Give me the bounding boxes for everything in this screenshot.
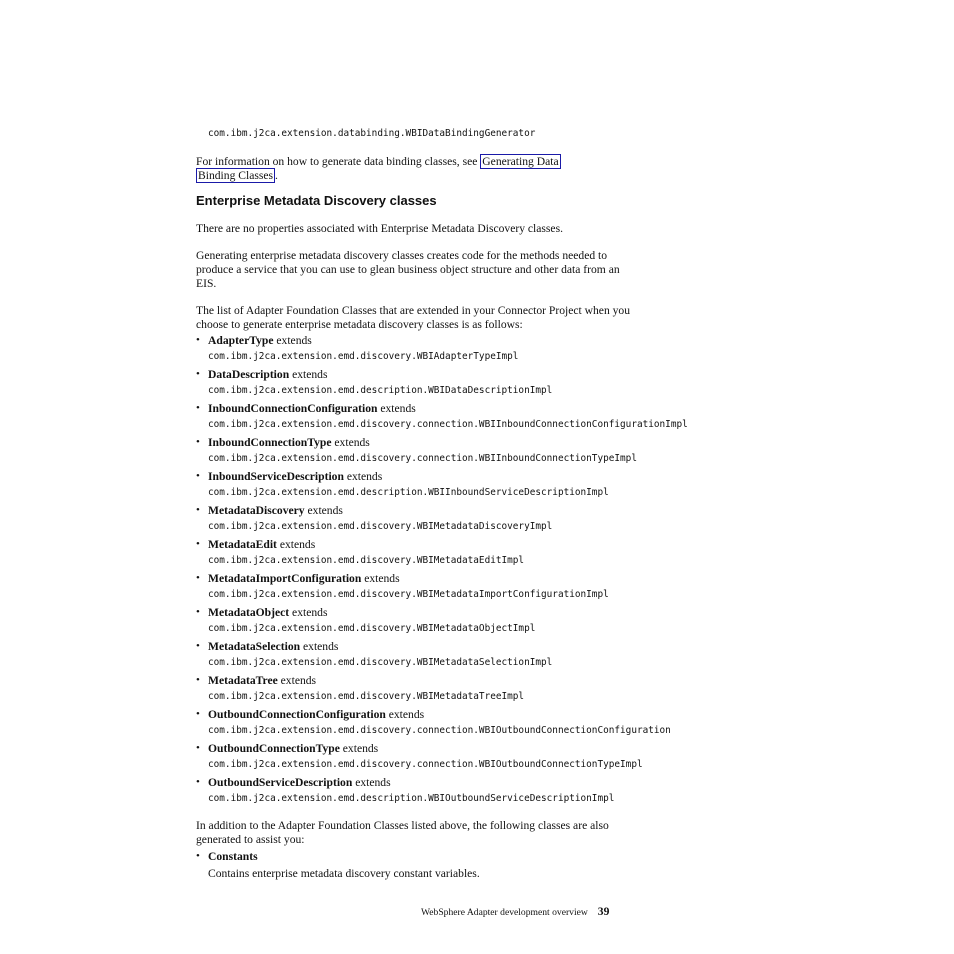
list-item bbox=[196, 640, 756, 674]
extends-word: extends bbox=[307, 504, 343, 517]
list-item bbox=[196, 368, 756, 402]
class-name: InboundServiceDescription bbox=[208, 470, 344, 483]
class-name: MetadataSelection bbox=[208, 640, 301, 653]
generating-emd-paragraph: Generating enterprise metadata discovery classes creates code for the methods needed to produce a service that you can use to glean business object structure and other data from an EIS. bbox=[196, 249, 620, 290]
extends-word: extends bbox=[303, 640, 339, 653]
generating-data-binding-link-part2[interactable]: Binding Classes bbox=[198, 169, 274, 182]
bullet: • bbox=[196, 402, 200, 414]
extends-word: extends bbox=[388, 708, 425, 721]
data-binding-info-paragraph bbox=[196, 155, 636, 183]
list-item bbox=[196, 776, 756, 810]
class-entry bbox=[208, 368, 327, 381]
list-item bbox=[196, 674, 756, 708]
implementation-class: com.ibm.j2ca.extension.emd.description.WBIOutboundServiceDescriptionImpl bbox=[208, 793, 615, 804]
bullet: • bbox=[196, 572, 200, 584]
extends-word: extends bbox=[342, 742, 379, 755]
additional-classes-paragraph: In addition to the Adapter Foundation Classes listed above, the following classes are also generated to assist you: bbox=[196, 819, 609, 846]
bullet: • bbox=[196, 708, 200, 720]
bullet: • bbox=[196, 776, 200, 788]
class-entry bbox=[208, 334, 312, 347]
class-entry bbox=[208, 674, 316, 687]
implementation-class: com.ibm.j2ca.extension.emd.discovery.connection.WBIOutboundConnectionTypeImpl bbox=[208, 759, 643, 770]
footer-title: WebSphere Adapter development overview bbox=[421, 907, 588, 918]
implementation-class: com.ibm.j2ca.extension.emd.discovery.WBIMetadataEditImpl bbox=[208, 555, 525, 566]
foundation-classes-intro-paragraph: The list of Adapter Foundation Classes that are extended in your Connector Project when you choose to generate enterprise metadata discovery classes is as follows: bbox=[196, 304, 631, 331]
class-name: MetadataEdit bbox=[208, 538, 277, 551]
page-footer bbox=[421, 900, 609, 919]
bullet: • bbox=[196, 742, 200, 754]
bullet: • bbox=[196, 538, 200, 550]
class-name: InboundConnectionType bbox=[208, 436, 332, 449]
constants-class-name: Constants bbox=[208, 850, 258, 863]
class-entry bbox=[208, 742, 378, 755]
class-name: DataDescription bbox=[208, 368, 290, 381]
class-entry bbox=[208, 538, 315, 551]
bullet: • bbox=[196, 504, 200, 516]
list-item bbox=[196, 436, 756, 470]
extends-word: extends bbox=[380, 402, 416, 415]
list-item bbox=[196, 402, 756, 436]
implementation-class: com.ibm.j2ca.extension.emd.discovery.connection.WBIInboundConnectionConfigurationImpl bbox=[208, 419, 688, 430]
bullet: • bbox=[196, 436, 200, 448]
class-name: OutboundConnectionType bbox=[208, 742, 340, 755]
implementation-class: com.ibm.j2ca.extension.emd.description.WBIInboundServiceDescriptionImpl bbox=[208, 487, 609, 498]
class-entry bbox=[208, 708, 424, 721]
section-heading: Enterprise Metadata Discovery classes bbox=[196, 193, 437, 208]
implementation-class: com.ibm.j2ca.extension.emd.description.WBIDataDescriptionImpl bbox=[208, 385, 553, 396]
class-entry bbox=[208, 640, 338, 653]
class-entry bbox=[208, 470, 382, 483]
extends-word: extends bbox=[276, 334, 312, 347]
list-item bbox=[196, 572, 756, 606]
list-item bbox=[196, 470, 756, 504]
class-name: OutboundServiceDescription bbox=[208, 776, 353, 789]
implementation-class: com.ibm.j2ca.extension.emd.discovery.WBIMetadataImportConfigurationImpl bbox=[208, 589, 609, 600]
bullet: • bbox=[196, 334, 200, 346]
implementation-class: com.ibm.j2ca.extension.emd.discovery.connection.WBIInboundConnectionTypeImpl bbox=[208, 453, 637, 464]
constants-description: Contains enterprise metadata discovery constant variables. bbox=[208, 867, 480, 880]
page-number: 39 bbox=[597, 905, 610, 918]
class-name: MetadataObject bbox=[208, 606, 290, 619]
class-name: MetadataDiscovery bbox=[208, 504, 305, 517]
implementation-class: com.ibm.j2ca.extension.emd.discovery.WBIMetadataTreeImpl bbox=[208, 691, 525, 702]
class-entry bbox=[208, 436, 370, 449]
class-name: InboundConnectionConfiguration bbox=[208, 402, 378, 415]
class-entry bbox=[208, 402, 416, 415]
list-item bbox=[196, 538, 756, 572]
extends-word: extends bbox=[355, 776, 391, 789]
bullet: • bbox=[196, 640, 200, 652]
class-name: MetadataImportConfiguration bbox=[208, 572, 362, 585]
list-item bbox=[196, 334, 756, 368]
implementation-class: com.ibm.j2ca.extension.emd.discovery.WBIMetadataObjectImpl bbox=[208, 623, 536, 634]
list-item bbox=[196, 504, 756, 538]
extends-word: extends bbox=[334, 436, 370, 449]
no-properties-paragraph: There are no properties associated with Enterprise Metadata Discovery classes. bbox=[196, 222, 563, 235]
extends-word: extends bbox=[279, 538, 316, 551]
class-name: AdapterType bbox=[208, 334, 274, 347]
implementation-class: com.ibm.j2ca.extension.emd.discovery.WBIAdapterTypeImpl bbox=[208, 351, 519, 362]
bullet: • bbox=[196, 850, 200, 862]
extended-classes-list bbox=[196, 334, 756, 810]
extends-word: extends bbox=[280, 674, 317, 687]
extends-word: extends bbox=[292, 606, 328, 619]
bullet: • bbox=[196, 470, 200, 482]
class-entry bbox=[208, 504, 343, 517]
code-databinding-generator: com.ibm.j2ca.extension.databinding.WBIDataBindingGenerator bbox=[208, 128, 536, 139]
extends-word: extends bbox=[346, 470, 383, 483]
list-item bbox=[196, 606, 756, 640]
generating-data-binding-link-part1[interactable]: Generating Data bbox=[482, 155, 559, 168]
bullet: • bbox=[196, 368, 200, 380]
class-entry bbox=[208, 776, 391, 789]
extends-word: extends bbox=[364, 572, 400, 585]
implementation-class: com.ibm.j2ca.extension.emd.discovery.WBIMetadataDiscoveryImpl bbox=[208, 521, 553, 532]
bullet: • bbox=[196, 674, 200, 686]
class-entry bbox=[208, 606, 327, 619]
list-item bbox=[196, 742, 756, 776]
list-item bbox=[196, 708, 756, 742]
class-entry bbox=[208, 572, 400, 585]
class-name: MetadataTree bbox=[208, 674, 278, 687]
implementation-class: com.ibm.j2ca.extension.emd.discovery.WBIMetadataSelectionImpl bbox=[208, 657, 553, 668]
class-name: OutboundConnectionConfiguration bbox=[208, 708, 386, 721]
info-suffix: . bbox=[275, 169, 278, 182]
implementation-class: com.ibm.j2ca.extension.emd.discovery.connection.WBIOutboundConnectionConfiguration bbox=[208, 725, 671, 736]
bullet: • bbox=[196, 606, 200, 618]
info-prefix: For information on how to generate data binding classes, see bbox=[196, 155, 481, 168]
extends-word: extends bbox=[292, 368, 328, 381]
